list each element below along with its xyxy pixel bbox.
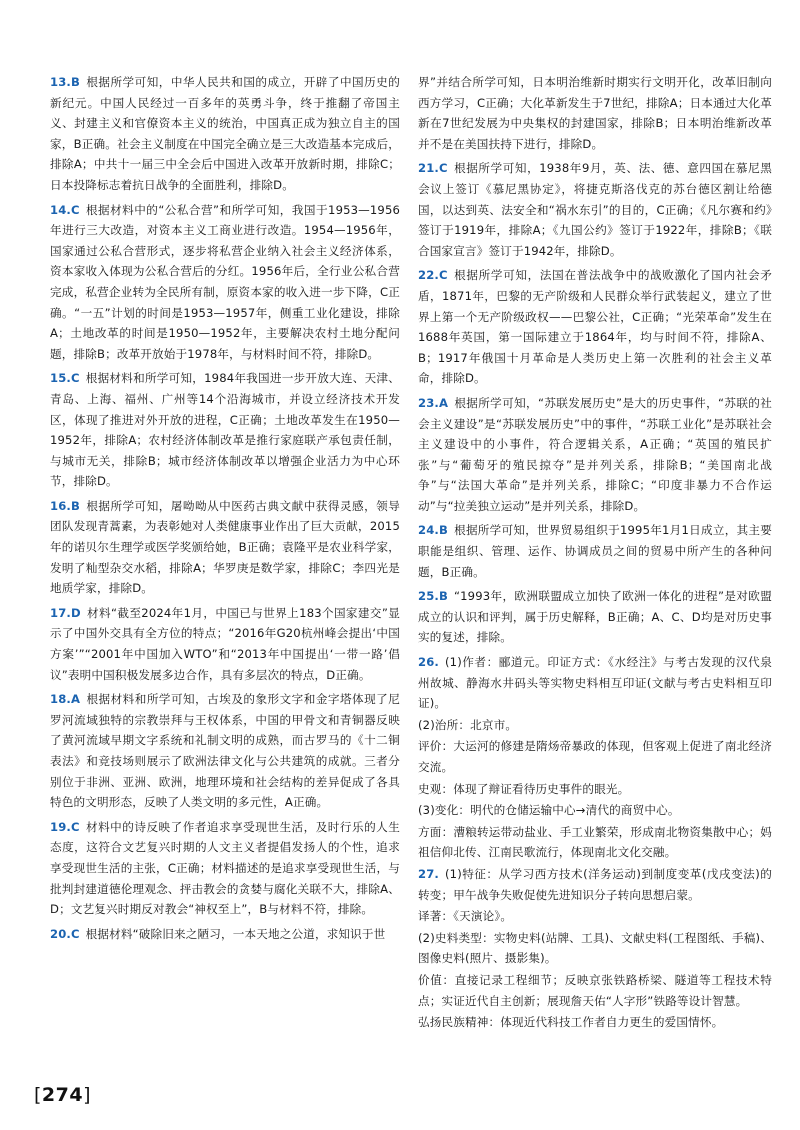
- answer-text: 根据所学可知，“苏联发展历史”是大的历史事件，“苏联的社会主义建设”是“苏联发展历史”中的事件，“苏联工业化”是苏联社会主义建设中的小事件，符合逻辑关系，A正确；“英国的殖民扩张”与“葡萄牙的殖民掠夺”是并列关系，排除B；“美国南北战争”与“法国大革命”是并列关系，排除C；“印度非暴力不合作运动”与“拉美独立运动”是并列关系，排除D。: [418, 395, 772, 513]
- answer-item: [50, 72, 400, 196]
- answer-text: 根据材料和所学可知，古埃及的象形文字和金字塔体现了尼罗河流域独特的宗教崇拜与王权体系，中国的甲骨文和青铜器反映了黄河流域早期文字系统和礼制文明的成熟，而古罗马的《十二铜表法》和竞技场则展示了欧洲法律文化与公共建筑的成就。三者分别位于非洲、亚洲、欧洲，地理环境和社会结构的差异促成了各具特色的文明形态，反映了人类文明的多元性，A正确。: [50, 692, 400, 810]
- right-column: [418, 72, 772, 1034]
- answer-part: [418, 779, 772, 800]
- answer-part-text: 方面：漕粮转运带动盐业、手工业繁荣，形成南北物资集散中心；妈祖信仰北传、江南民歌流行，体现南北文化交融。: [418, 824, 772, 860]
- answer-part-text: (3)变化：明代的仓储运输中心→清代的商贸中心。: [418, 803, 680, 818]
- answer-part: [418, 822, 772, 863]
- answer-text: 根据材料和所学可知，1984年我国进一步开放大连、天津、青岛、上海、福州、广州等14个沿海城市，并设立经济技术开发区，体现了推进对外开放的进程，C正确；土地改革发生在1950—1952年，排除A；农村经济体制改革是推行家庭联产承包责任制，与城市无关，排除B；城市经济体制改革以增强企业活力为中心环节，排除D。: [50, 371, 400, 489]
- answer-part: [418, 736, 772, 777]
- question-number: 13.B: [50, 75, 80, 89]
- answer-item: [418, 393, 772, 517]
- answer-text: 界”并结合所学可知，日本明治维新时期实行文明开化，改革旧制向西方学习，C正确；大化革新发生于7世纪，排除A；日本通过大化革新在7世纪发展为中央集权的封建国家，排除B；日本明治维新改革并不是在美国扶持下进行，排除D。: [418, 75, 772, 151]
- answer-part-text: (1)特征：从学习西方技术(洋务运动)到制度变革(戊戌变法)的转变；甲午战争失败促使先进知识分子转向思想启蒙。: [418, 866, 772, 902]
- answer-part-text: 弘扬民族精神：体现近代科技工作者自力更生的爱国情怀。: [418, 1015, 724, 1030]
- question-number: 27.: [418, 866, 439, 881]
- question-number: 14.C: [50, 202, 80, 217]
- answer-item: [418, 265, 772, 389]
- answer-part: [418, 864, 772, 905]
- answer-part-text: 评价：大运河的修建是隋炀帝暴政的体现，但客观上促进了南北经济交流。: [418, 739, 772, 774]
- answer-text: 材料“截至2024年1月，中国已与世界上183个国家建交”显示了中国外交具有全方位的特点；“2016年G20杭州峰会提出‘中国方案’”“2001年中国加入WTO”和“2013年中国提出‘一带一路’倡议”表明中国积极发展多边合作，具有多层次的特点，D正确。: [50, 605, 400, 682]
- question-number: 19.C: [50, 819, 80, 834]
- answer-part-text: (2)治所：北京市。: [418, 717, 518, 732]
- answer-item: [50, 496, 400, 599]
- question-number: 25.B: [418, 589, 448, 604]
- answer-part-text: 价值：直接记录工程细节；反映京张铁路桥梁、隧道等工程技术特点；实证近代自主创新；展现詹天佑“人字形”铁路等设计智慧。: [418, 972, 772, 1008]
- question-number: 17.D: [50, 605, 81, 620]
- answer-text: 根据所学可知，世界贸易组织于1995年1月1日成立，其主要职能是组织、管理、运作、协调成员之间的贸易中所产生的各种问题，B正确。: [418, 523, 772, 579]
- question-number: 21.C: [418, 161, 448, 176]
- answer-text: 根据所学可知，屠呦呦从中医药古典文献中获得灵感，领导团队发现青蒿素，为表彰她对人类健康事业作出了巨大贡献，2015年的诺贝尔生理学或医学奖颁给她，B正确；袁隆平是农业科学家，发明了籼型杂交水稻，排除A；华罗庚是数学家，排除C；李四光是地质学家，排除D。: [50, 498, 400, 596]
- question-number: 23.A: [418, 395, 449, 410]
- question-number: 18.A: [50, 692, 81, 707]
- answer-item: [50, 368, 400, 492]
- question-number: 22.C: [418, 268, 448, 283]
- answer-text: 根据所学可知，1938年9月，英、法、德、意四国在慕尼黑会议上签订《慕尼黑协定》，将捷克斯洛伐克的苏台德区割让给德国，以达到英、法安全和“祸水东引”的目的，C正确；《凡尔赛和约》签订于1919年，排除A；《九国公约》签订于1922年，排除B；《联合国家宣言》签订于1942年，排除D。: [418, 161, 772, 258]
- answer-text: 根据材料中的“公私合营”和所学可知，我国于1953—1956年进行三大改造，对资本主义工商业进行改造。1954—1956年，国家通过公私合营形式，逐步将私营企业纳入社会主义经济体系，资本家收入体现为公私合营后的分红。1956年后，全行业公私合营完成，私营企业转为全民所有制，原资本家的收入进一步下降，C正确。“一五”计划的时间是1953—1957年，侧重工业化建设，排除A；土地改革的时间是1950—1952年，主要解决农村土地分配问题，排除B；改革开放始于1978年，与材料时间不符，排除D。: [50, 202, 400, 361]
- page-number: [274]: [34, 1084, 92, 1106]
- question-number: 26.: [418, 655, 439, 670]
- answer-part: [418, 800, 772, 821]
- answer-text: 材料中的诗反映了作者追求享受现世生活，及时行乐的人生态度，这符合文艺复兴时期的人文主义者提倡发扬人的个性，追求享受现世生活的主张，C正确；材料描述的是追求享受现世生活，与批判封建道德伦理观念、抨击教会的贪婪与腐化关联不大，排除A、D；文艺复兴时期反对教会“神权至上”，B与材料不符，排除。: [50, 819, 400, 917]
- answer-item: [50, 817, 400, 920]
- answer-text: 根据材料“破除旧来之陋习，一本天地之公道，求知识于世: [85, 926, 386, 941]
- answer-item: [418, 72, 772, 154]
- answer-part: [418, 928, 772, 969]
- left-column: [50, 72, 400, 948]
- answer-part-text: 史观：体现了辩证看待历史事件的眼光。: [418, 781, 630, 796]
- question-number: 15.C: [50, 371, 80, 386]
- answer-item: [418, 158, 772, 261]
- answer-item: [418, 520, 772, 582]
- answer-part: [418, 970, 772, 1011]
- question-number: 20.C: [50, 926, 80, 941]
- answer-item: [50, 200, 400, 365]
- answer-part-text: (2)史料类型：实物史料(站牌、工具)、文献史料(工程图纸、手稿)、图像史料(照片、摄影集)。: [418, 930, 772, 966]
- question-number: 16.B: [50, 498, 80, 513]
- answer-text: “1993年，欧洲联盟成立加快了欧洲一体化的进程”是对欧盟成立的认识和评判，属于历史解释，B正确；A、C、D均是对历史事实的复述，排除。: [418, 589, 772, 645]
- answer-part: [418, 715, 772, 736]
- answer-item: [50, 603, 400, 685]
- answer-part-text: (1)作者：郦道元。印证方式：《水经注》与考古发现的汉代泉州故城、静海水井码头等实物史料相互印证(文献与考古史料相互印证)。: [418, 655, 772, 711]
- answer-item: [418, 586, 772, 648]
- answer-text: 根据所学可知，中华人民共和国的成立，开辟了中国历史的新纪元。中国人民经过一百多年的英勇斗争，终于推翻了帝国主义、封建主义和官僚资本主义的统治，中国真正成为独立自主的国家，B正确。社会主义制度在中国完全确立是三大改造基本完成后，排除A；中共十一届三中全会后中国进入改革开放新时期，排除C；日本投降标志着抗日战争的全面胜利，排除D。: [50, 75, 400, 192]
- page-number-value: 274: [41, 1084, 84, 1106]
- question-number: 24.B: [418, 523, 448, 538]
- answer-part: [418, 906, 772, 927]
- answer-text: 根据所学可知，法国在普法战争中的战败激化了国内社会矛盾，1871年，巴黎的无产阶级和人民群众举行武装起义，建立了世界上第一个无产阶级政权——巴黎公社，C正确；“光荣革命”发生在1688年英国，第一国际建立于1864年，均与时间不符，排除A、B；1917年俄国十月革命是人类历史上第一次胜利的社会主义革命，排除D。: [418, 268, 772, 386]
- answer-part: [418, 1012, 772, 1033]
- answer-part-text: 译著：《天演论》。: [418, 909, 513, 924]
- answer-part: [418, 652, 772, 714]
- answer-item: [50, 689, 400, 813]
- answer-item: [50, 924, 400, 945]
